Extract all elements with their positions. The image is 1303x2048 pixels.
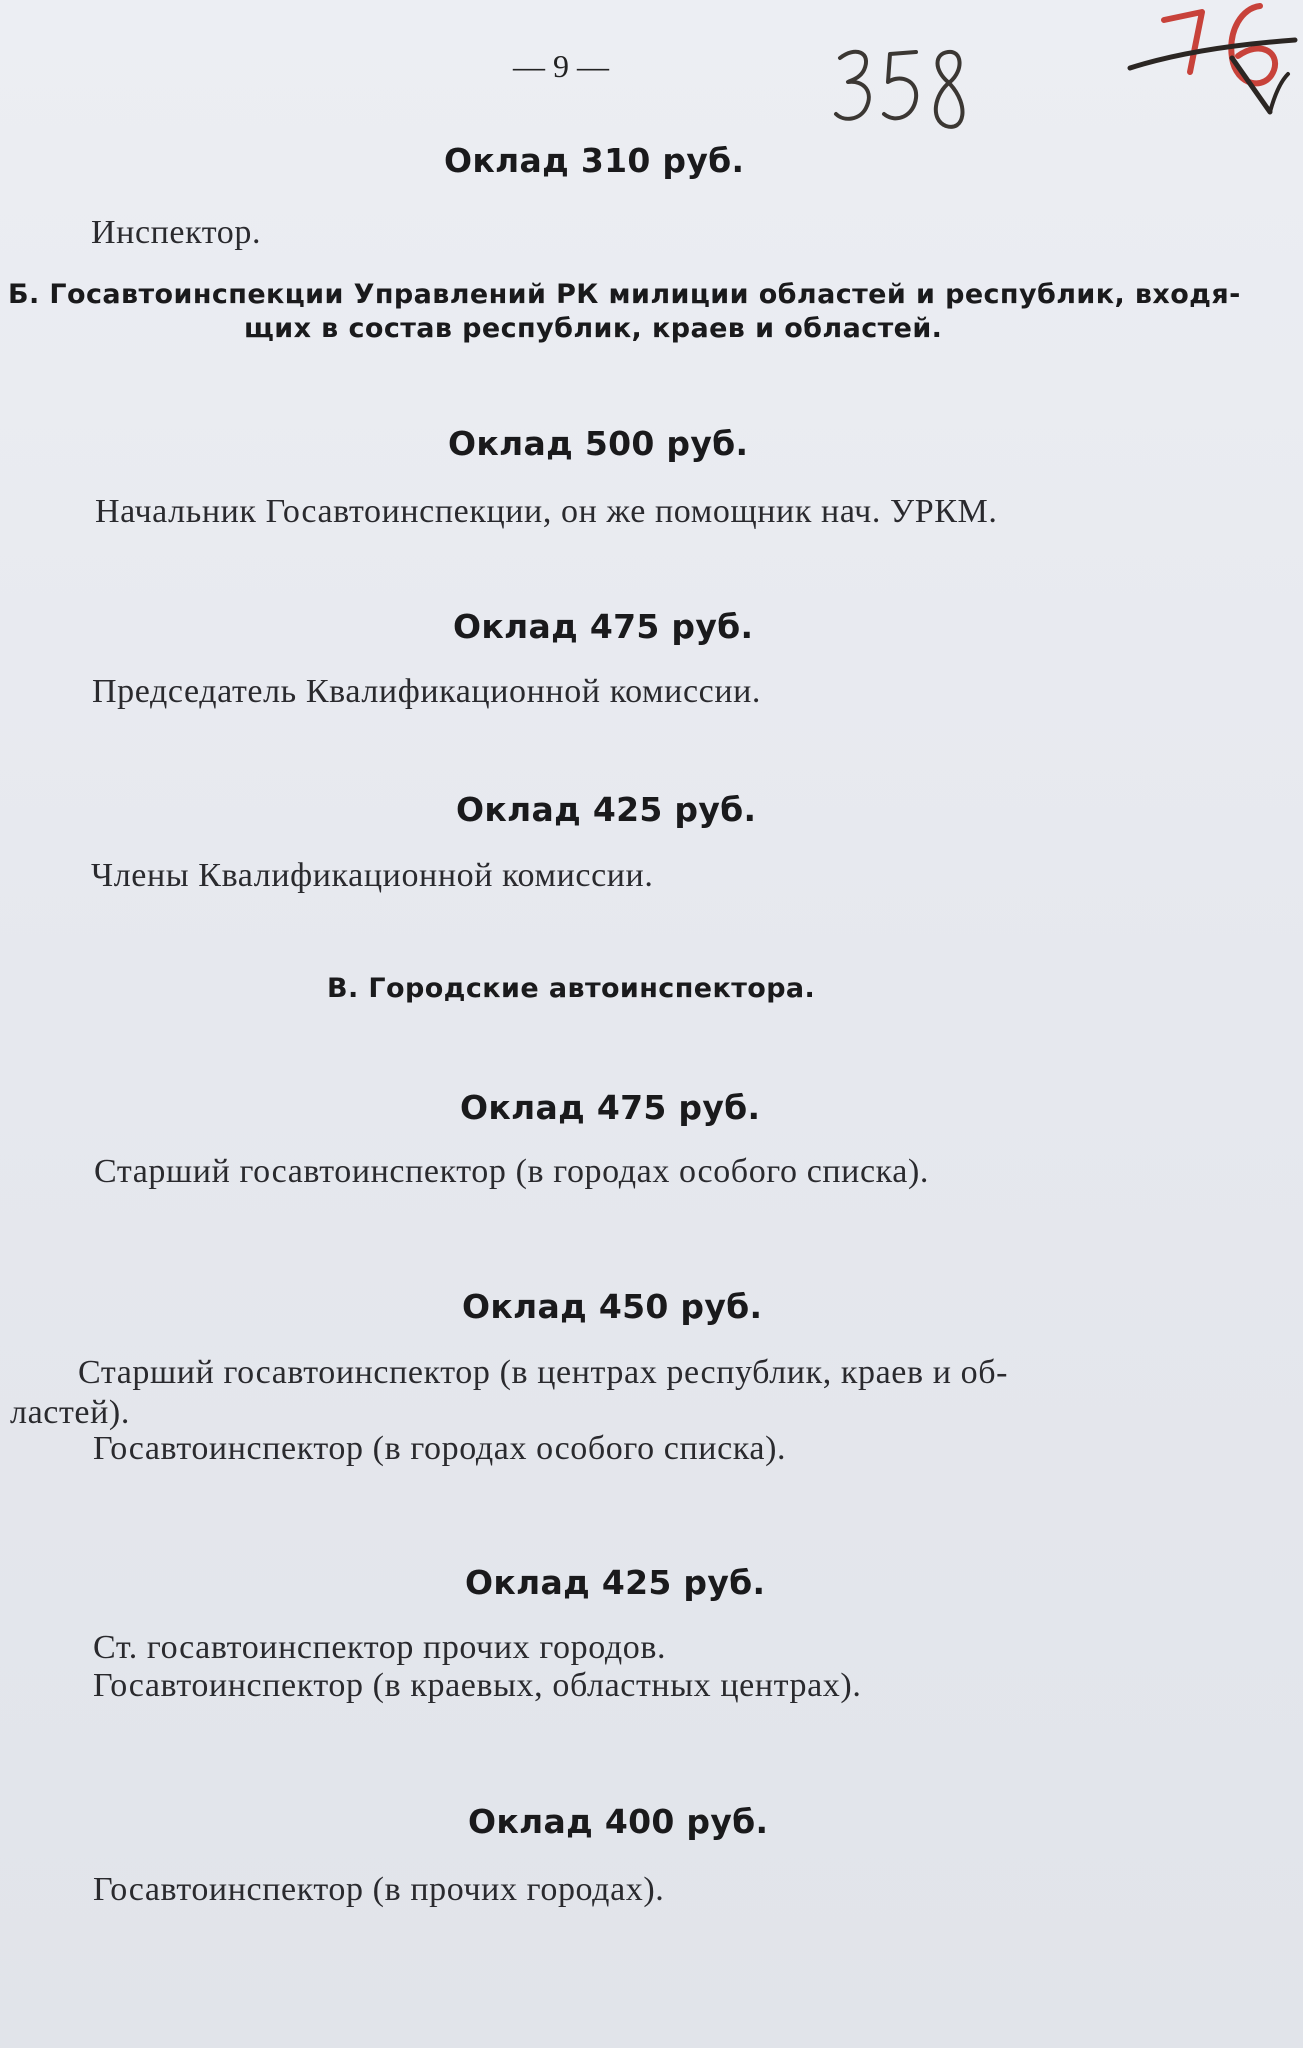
- position-inspector: Инспектор.: [91, 214, 262, 251]
- salary-heading-310: Оклад 310 руб.: [444, 141, 745, 180]
- section-b-title-line1: Б. Госавтоинспекции Управлений РК милиции областей и республик, входя-: [8, 279, 1241, 310]
- position-commission-members: Члены Квалификационной комиссии.: [91, 857, 654, 894]
- position-inspector-regional-centers: Госавтоинспектор (в краевых, областных центрах).: [93, 1667, 862, 1704]
- position-senior-inspector-centers-line2: ластей).: [10, 1394, 130, 1431]
- position-senior-inspector-centers-line1: Старший госавтоинспектор (в центрах республик, краев и об-: [78, 1354, 1009, 1391]
- salary-heading-475-city: Оклад 475 руб.: [460, 1088, 761, 1127]
- position-commission-chair: Председатель Квалификационной комиссии.: [92, 673, 762, 710]
- salary-heading-400: Оклад 400 руб.: [468, 1802, 769, 1841]
- position-senior-inspector-special: Старший госавтоинспектор (в городах особого списка).: [94, 1153, 929, 1190]
- salary-heading-475: Оклад 475 руб.: [453, 607, 754, 646]
- salary-heading-425-city: Оклад 425 руб.: [465, 1563, 766, 1602]
- position-inspector-other-cities: Госавтоинспектор (в прочих городах).: [93, 1871, 665, 1908]
- page-number: — 9 —: [513, 48, 609, 84]
- position-inspector-special: Госавтоинспектор (в городах особого списка).: [93, 1430, 787, 1467]
- position-senior-inspector-other: Ст. госавтоинспектор прочих городов.: [93, 1629, 667, 1666]
- section-b-title-line2: щих в состав республик, краев и областей.: [244, 313, 943, 344]
- handwritten-folio-number: [830, 40, 970, 140]
- position-head-of-gai: Начальник Госавтоинспекции, он же помощник нач. УРКМ.: [95, 493, 998, 530]
- handwritten-red-mark: [1120, 0, 1303, 130]
- salary-heading-450: Оклад 450 руб.: [462, 1287, 763, 1326]
- salary-heading-500: Оклад 500 руб.: [448, 424, 749, 463]
- salary-heading-425: Оклад 425 руб.: [456, 790, 757, 829]
- section-v-title: В. Городские автоинспектора.: [327, 973, 816, 1004]
